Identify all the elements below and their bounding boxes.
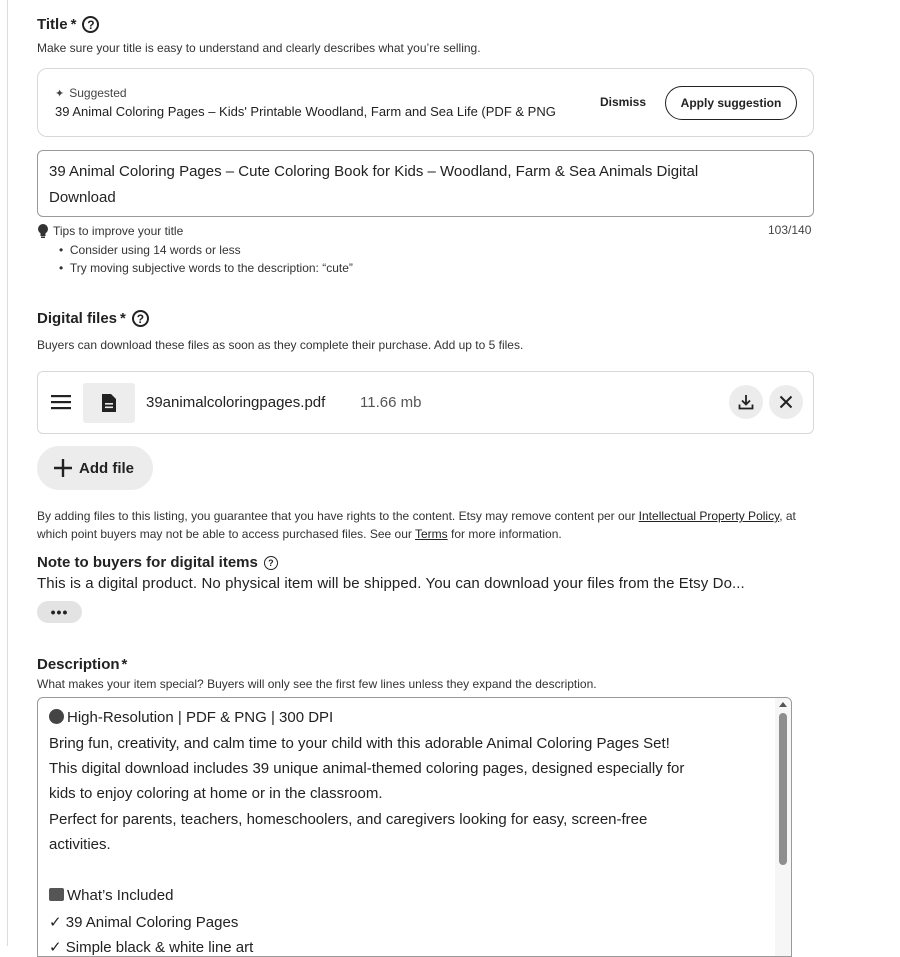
title-label — [37, 16, 99, 33]
rights-notice-text: , at which point buyers may not be able to access purchased files. See our — [37, 509, 796, 541]
help-icon[interactable]: ? — [82, 16, 99, 33]
title-char-counter: 103/140 — [768, 223, 812, 237]
help-icon[interactable]: ? — [132, 310, 149, 327]
sparkle-icon: ✦ — [55, 87, 65, 100]
suggested-title: 39 Animal Coloring Pages – Kids' Printable Woodland, Farm and Sea Life (PDF & PNG — [55, 104, 556, 119]
description-scrollbar[interactable] — [775, 698, 791, 956]
tip-text: Consider using 14 words or less — [69, 243, 241, 257]
add-file-label: Add file — [79, 459, 134, 477]
download-file-button[interactable] — [729, 385, 763, 419]
description-line: This digital download includes 39 unique animal-themed coloring pages, designed especially for — [49, 760, 685, 777]
left-divider — [7, 0, 8, 946]
suggestion-heading — [55, 86, 127, 100]
folder-icon — [49, 888, 64, 901]
note-to-buyers-label — [37, 554, 278, 571]
digital-files-description: Buyers can download these files as soon as they complete their purchase. Add up to 5 files. — [37, 338, 524, 352]
more-options-button[interactable]: ••• — [37, 601, 82, 623]
apply-suggestion-button[interactable]: Apply suggestion — [665, 86, 797, 120]
suggestion-heading-text: Suggested — [69, 86, 127, 100]
add-file-button[interactable] — [37, 446, 153, 490]
tip-text: Try moving subjective words to the description: “cute” — [69, 261, 353, 275]
title-input[interactable] — [37, 150, 814, 217]
digital-files-label-text: Digital files — [37, 310, 118, 327]
drag-handle-icon[interactable] — [51, 394, 71, 410]
title-input-line-1: 39 Animal Coloring Pages – Cute Coloring Book for Kids – Woodland, Farm & Sea Animals Digital — [49, 163, 699, 180]
description-label-text: Description — [37, 656, 120, 673]
description-line: ✓ Simple black & white line art — [49, 939, 254, 956]
note-to-buyers-text: This is a digital product. No physical item will be shipped. You can download your files from the Etsy Do... — [37, 575, 745, 592]
download-icon — [738, 394, 754, 410]
title-description: Make sure your title is easy to understand and clearly describes what you’re selling. — [37, 41, 481, 55]
title-label-text: Title — [37, 16, 68, 33]
description-line-text: High-Resolution | PDF & PNG | 300 DPI — [67, 709, 334, 726]
file-row — [37, 371, 814, 434]
file-size: 11.66 mb — [360, 394, 422, 411]
required-mark: * — [70, 16, 77, 33]
file-name: 39animalcoloringpages.pdf — [146, 394, 326, 411]
title-suggestion-box — [37, 68, 814, 137]
palette-icon — [49, 709, 64, 724]
scrollbar-thumb[interactable] — [779, 713, 787, 865]
required-mark: * — [120, 310, 126, 327]
document-icon — [102, 394, 116, 412]
description-line: activities. — [49, 836, 111, 853]
rights-notice-text: for more information. — [447, 527, 562, 541]
dismiss-button[interactable]: Dismiss — [600, 95, 647, 109]
description-textarea[interactable] — [37, 697, 792, 957]
terms-link[interactable]: Terms — [415, 527, 448, 541]
required-mark: * — [121, 656, 128, 673]
description-line — [49, 887, 173, 904]
note-to-buyers-label-text: Note to buyers for digital items — [37, 554, 258, 571]
help-icon[interactable]: ? — [264, 556, 278, 570]
title-tips-heading — [37, 224, 183, 238]
rights-notice-text: By adding files to this listing, you guarantee that you have rights to the content. Etsy may remove content per our — [37, 509, 639, 523]
description-line — [49, 709, 333, 726]
tip-item: • Consider using 14 words or less — [59, 243, 241, 257]
intellectual-property-link[interactable]: Intellectual Property Policy — [638, 509, 780, 523]
description-label — [37, 656, 127, 673]
rights-notice — [37, 507, 797, 543]
description-line: Perfect for parents, teachers, homeschoolers, and caregivers looking for easy, screen-free — [49, 811, 648, 828]
tip-item: • Try moving subjective words to the description: “cute” — [59, 261, 353, 275]
close-icon — [779, 395, 793, 409]
plus-icon — [53, 458, 73, 478]
tips-heading-text: Tips to improve your title — [53, 224, 184, 238]
file-thumbnail — [83, 383, 135, 423]
description-hint: What makes your item special? Buyers will only see the first few lines unless they expand the description. — [37, 677, 597, 691]
scroll-up-arrow-icon[interactable] — [779, 702, 787, 707]
lightbulb-icon — [37, 224, 49, 238]
description-line: kids to enjoy coloring at home or in the classroom. — [49, 785, 383, 802]
description-line: Bring fun, creativity, and calm time to your child with this adorable Animal Coloring Pages Set! — [49, 735, 670, 752]
digital-files-label — [37, 310, 149, 327]
title-input-line-2: Download — [49, 189, 116, 206]
description-line: ✓ 39 Animal Coloring Pages — [49, 914, 239, 931]
remove-file-button[interactable] — [769, 385, 803, 419]
description-line-text: What’s Included — [67, 887, 174, 904]
